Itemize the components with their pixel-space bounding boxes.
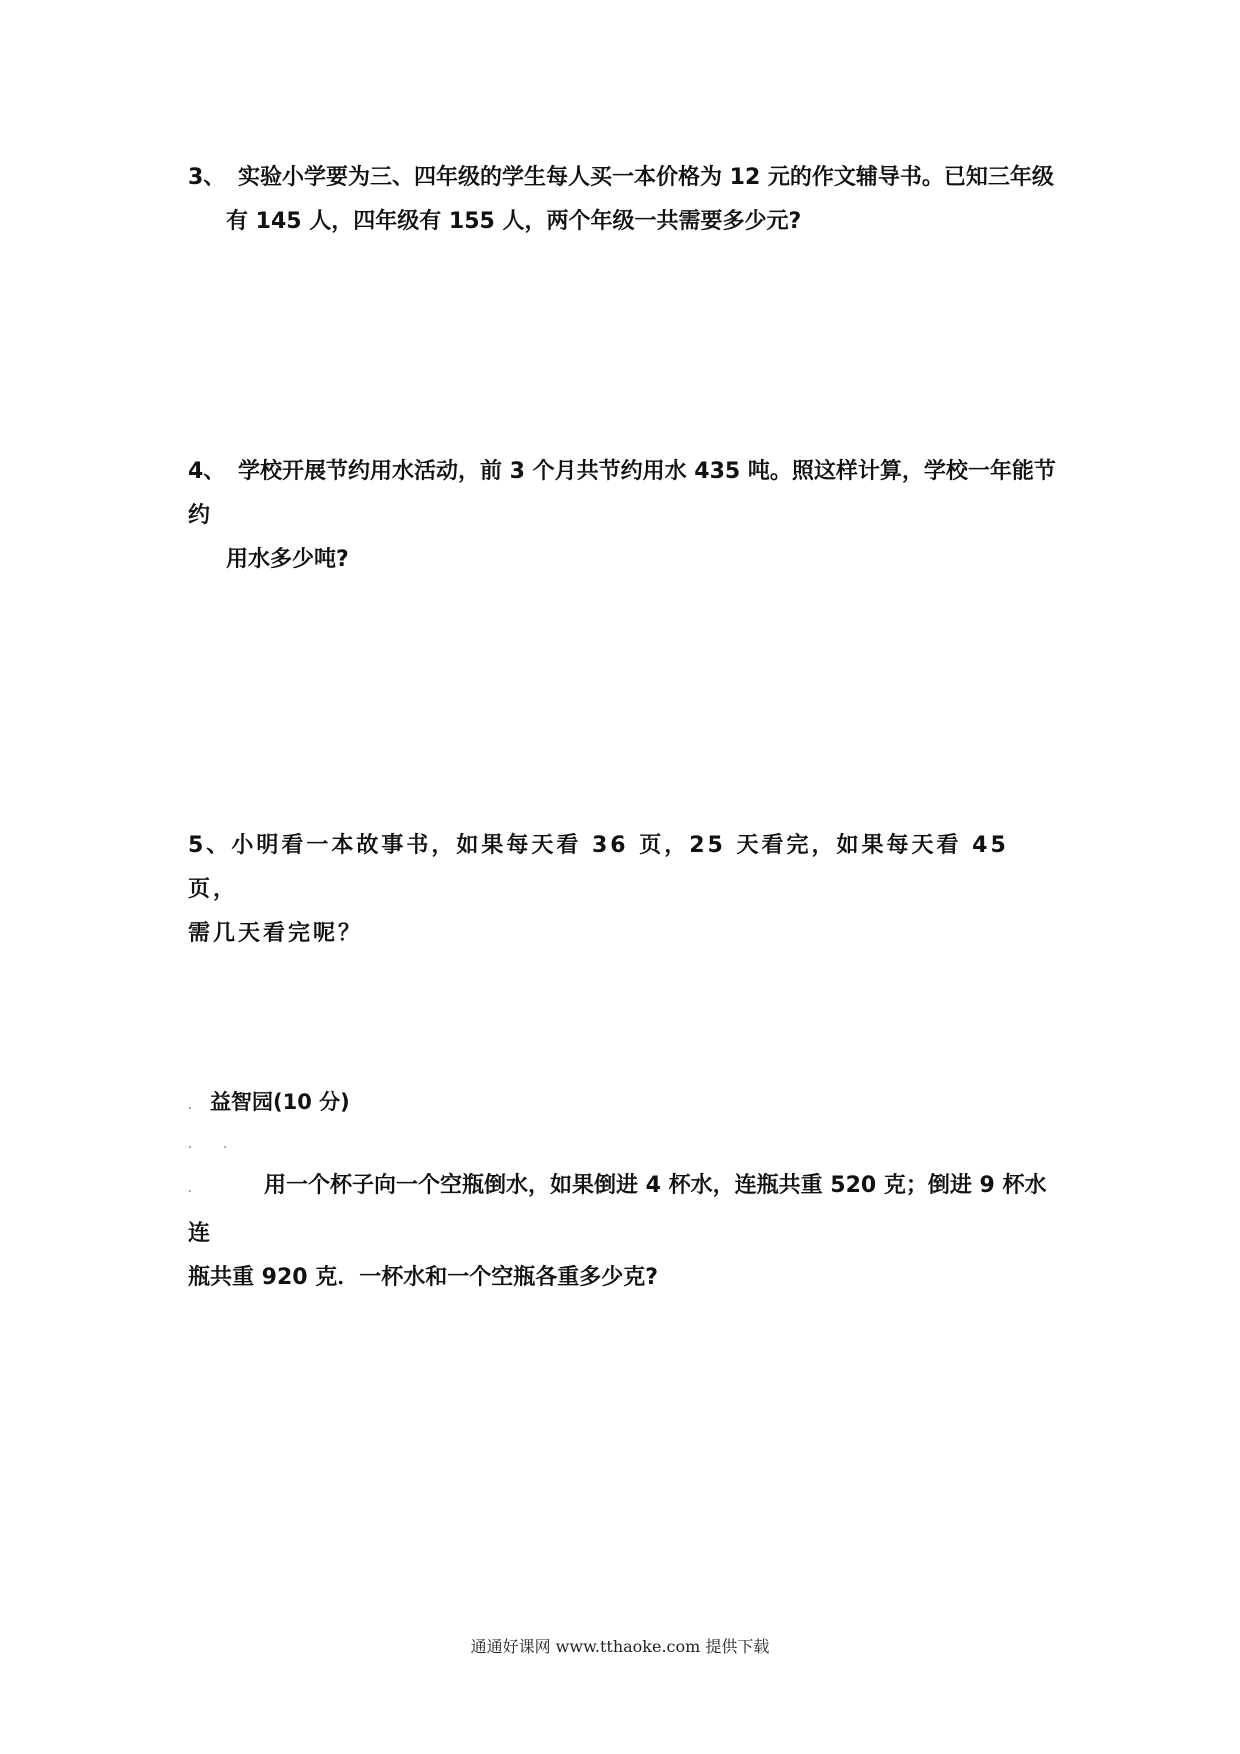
question-text-line1: 实验小学要为三、四年级的学生每人买一本价格为 12 元的作文辅导书。已知三年级 bbox=[238, 165, 1054, 190]
bonus-text-line2: 瓶共重 920 克．一杯水和一个空瓶各重多少克? bbox=[188, 1265, 659, 1290]
page-footer: 通通好课网 www.tthaoke.com 提供下载 bbox=[470, 1637, 770, 1656]
bonus-text-line1: 用一个杯子向一个空瓶倒水，如果倒进 4 杯水，连瓶共重 520 克；倒进 9 杯水连 bbox=[188, 1173, 1047, 1246]
question-number: 3、 bbox=[188, 165, 226, 190]
question-text-line2: 用水多少吨? bbox=[226, 547, 349, 572]
question-number: 5、 bbox=[188, 833, 232, 858]
section-title bbox=[188, 1086, 350, 1116]
question-text-line1: 学校开展节约用水活动，前 3 个月共节约用水 435 吨。照这样计算，学校一年能节约 bbox=[188, 459, 1056, 528]
section-marker: . bbox=[188, 1101, 192, 1112]
question-text-line2: 需几天看完呢？ bbox=[188, 921, 364, 946]
question-5 bbox=[188, 824, 1068, 956]
question-4 bbox=[188, 450, 1068, 582]
section-title-text: 益智园(10 分) bbox=[210, 1090, 350, 1114]
question-text-line2: 有 145 人，四年级有 155 人，两个年级一共需要多少元? bbox=[226, 209, 802, 234]
question-3 bbox=[188, 156, 1068, 244]
bonus-question bbox=[188, 1124, 1068, 1300]
question-number: 4、 bbox=[188, 459, 226, 484]
question-text-line1: 小明看一本故事书，如果每天看 36 页，25 天看完，如果每天看 45 页， bbox=[188, 833, 1009, 902]
bonus-dots: . . . bbox=[188, 1140, 242, 1195]
